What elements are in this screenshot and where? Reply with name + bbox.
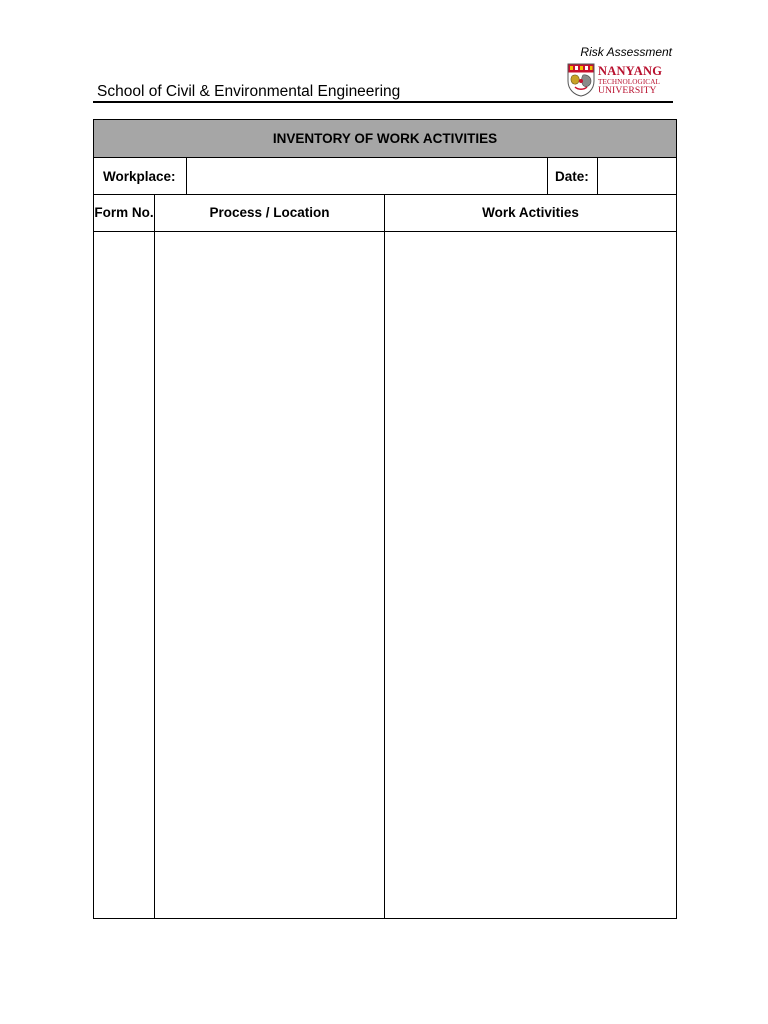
logo-text-technological: TECHNOLOGICAL [598,77,660,86]
document-type-label: Risk Assessment [580,45,672,59]
column-header-process-location: Process / Location [155,195,385,232]
logo-text-university: UNIVERSITY [598,84,657,96]
inventory-form-table [93,119,677,919]
school-name: School of Civil & Environmental Engineering [97,83,401,100]
date-label: Date: [548,158,598,195]
form-body-row [94,232,677,919]
column-header-form-no: Form No. [94,195,155,232]
column-header-work-activities: Work Activities [385,195,677,232]
form-no-entry-area[interactable] [94,232,155,919]
workplace-date-row [94,158,677,195]
column-header-row [94,195,677,232]
form-title-row [94,120,677,158]
process-location-entry-area[interactable] [155,232,385,919]
workplace-label: Workplace: [94,158,187,195]
ntu-logo [567,63,671,99]
workplace-field[interactable] [187,158,548,195]
date-field[interactable] [598,158,677,195]
form-title: INVENTORY OF WORK ACTIVITIES [94,120,677,158]
logo-text-nanyang: NANYANG [598,64,663,78]
header-divider [93,101,673,103]
ntu-crest-icon [567,63,595,97]
work-activities-entry-area[interactable] [385,232,677,919]
